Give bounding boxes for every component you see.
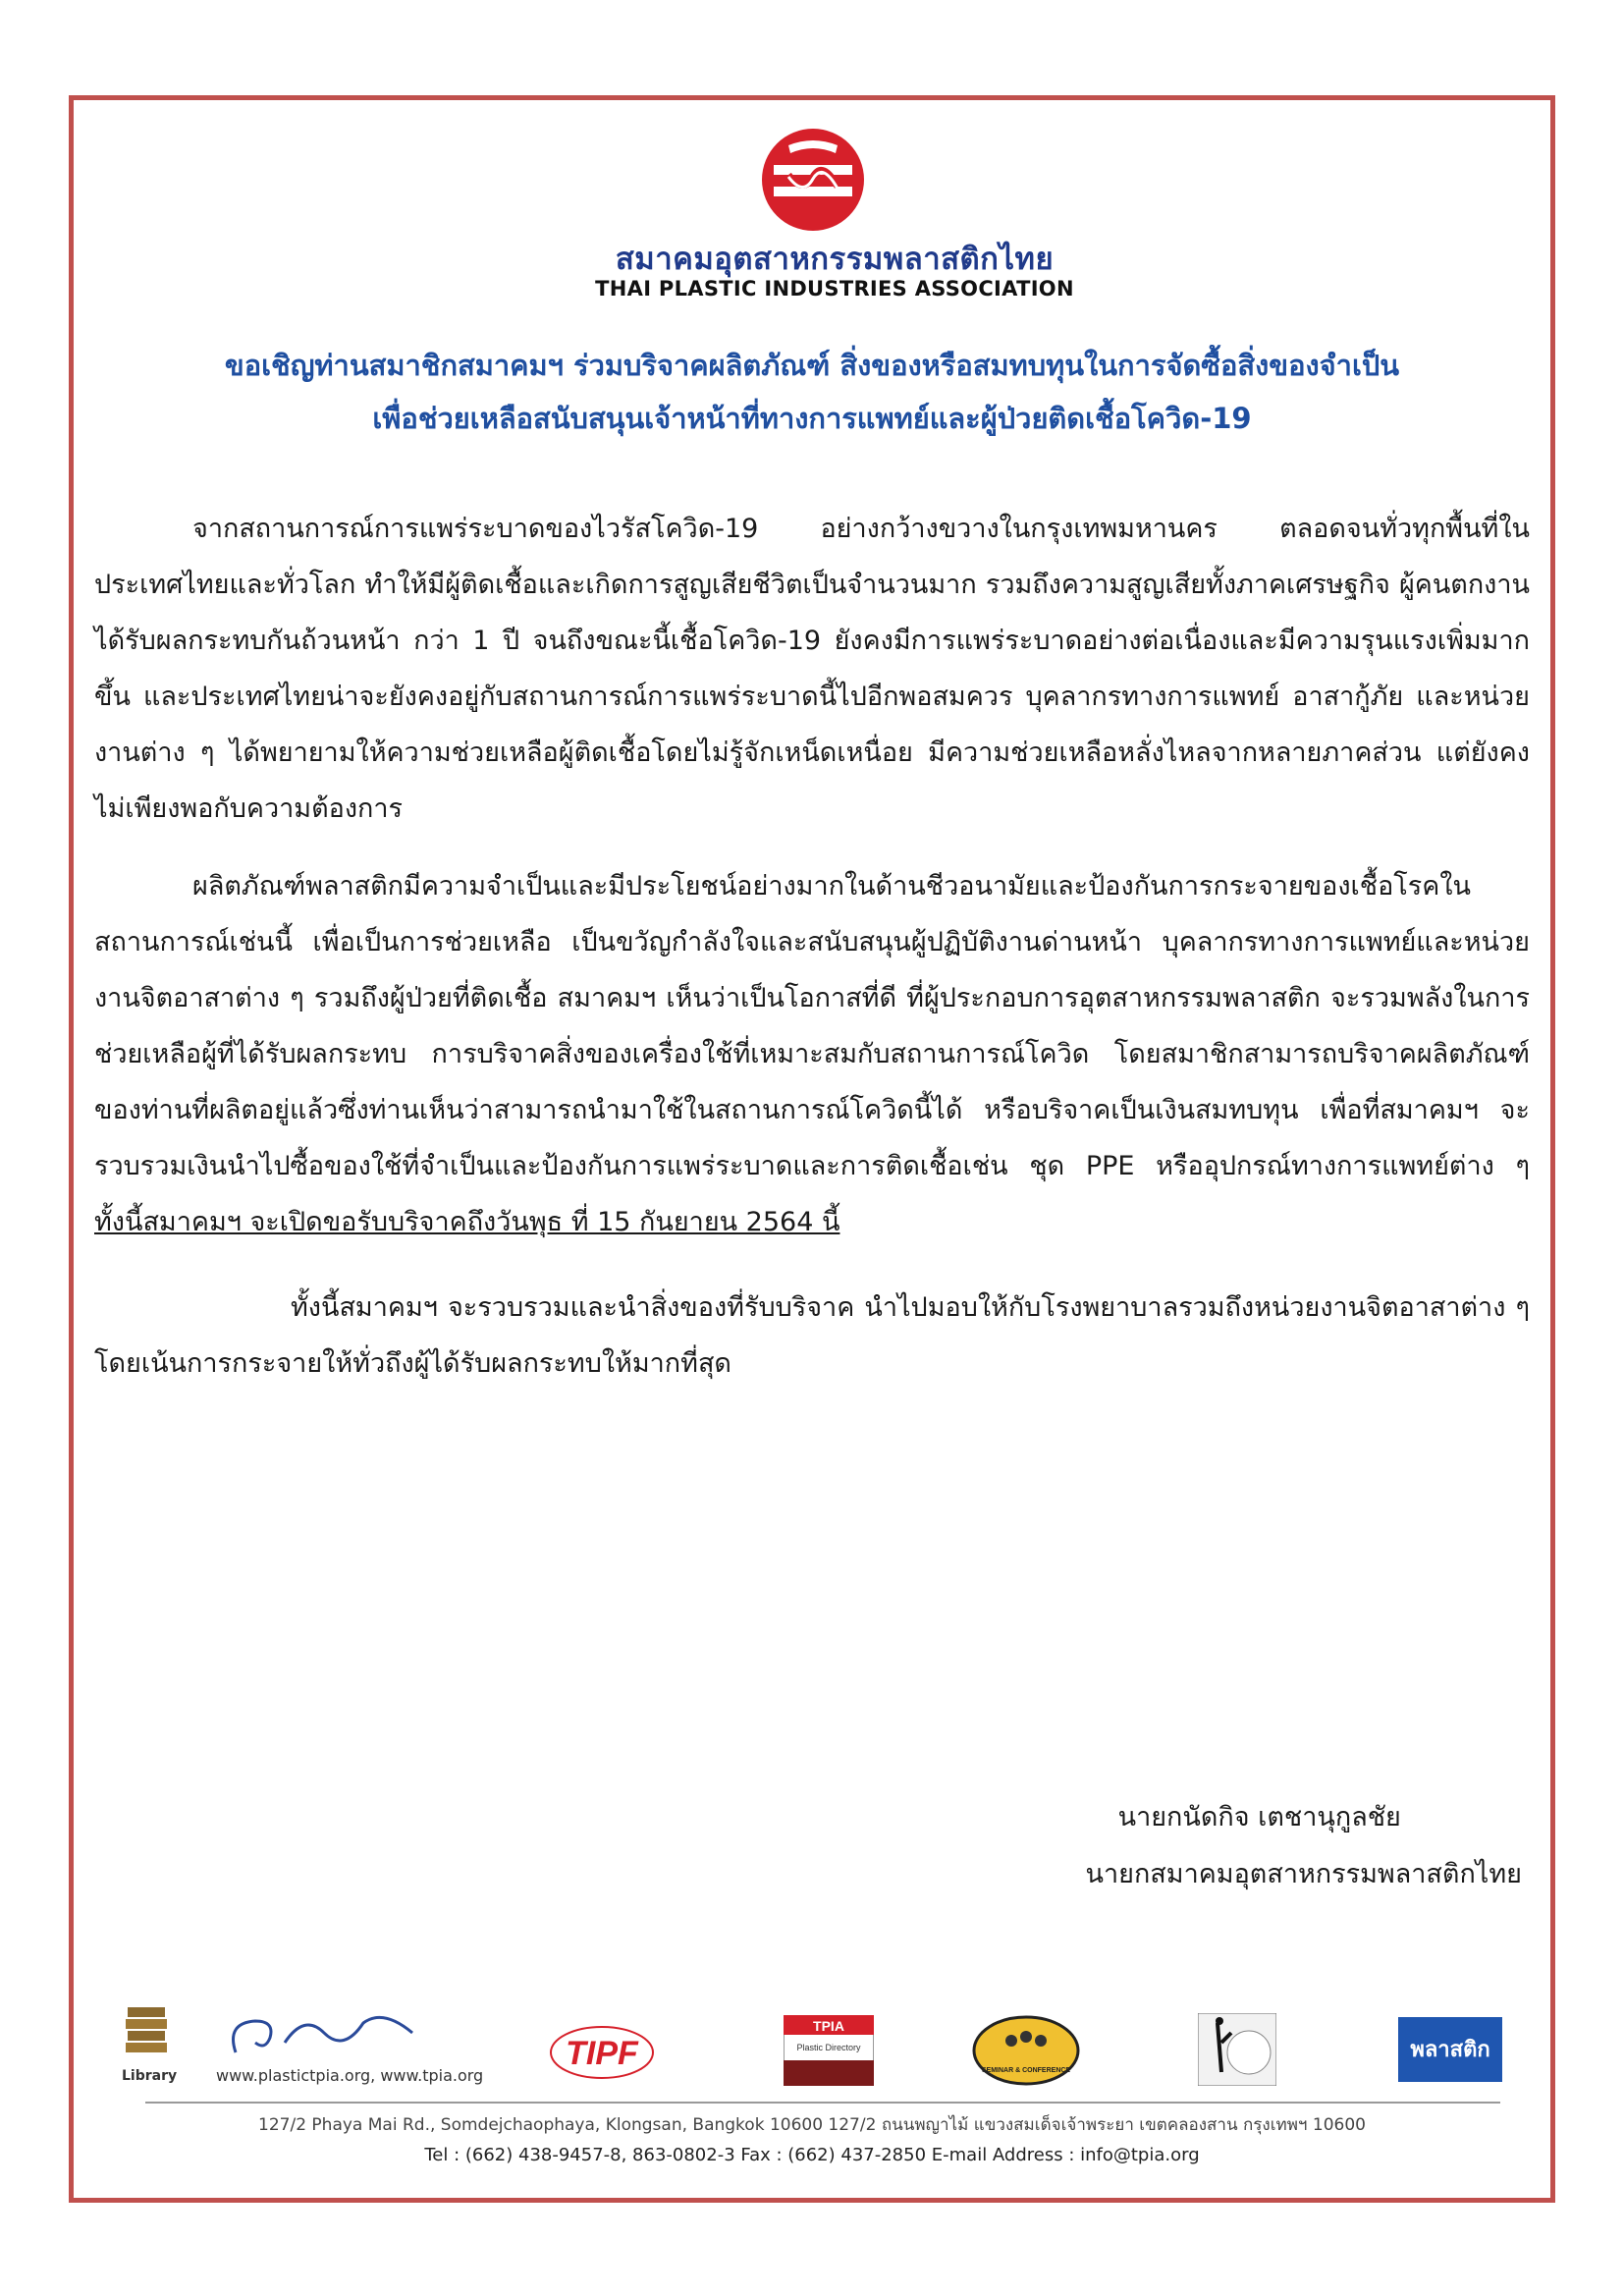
footer-logos <box>108 2003 1522 2102</box>
websites-text: www.plastictpia.org, www.tpia.org <box>216 2066 484 2085</box>
plastic-th-text: พลาสติก <box>1410 2038 1490 2062</box>
golf-logo <box>1198 2013 1276 2090</box>
directory-text: Plastic Directory <box>796 2043 861 2052</box>
footer-address: 127/2 Phaya Mai Rd., Somdejchaophaya, Klongsan, Bangkok 10600 127/2 ถนนพญาไม้ แขวงสมเด็จเจ้าพระยา เขตคลองสาน กรุงเทพฯ 10600 <box>258 2115 1366 2135</box>
document-title <box>88 339 1536 445</box>
directory-icon <box>784 2015 874 2086</box>
plastic-magazine-icon <box>1398 2017 1502 2082</box>
tpia-text: TPIA <box>813 2018 844 2034</box>
golf-icon <box>1198 2013 1276 2086</box>
seminar-logo <box>972 2015 1080 2090</box>
footer-contact: Tel : (662) 438-9457-8, 863-0802-3 Fax : (662) 437-2850 E-mail Address : info@tpia.org <box>424 2145 1200 2165</box>
org-name-th: สมาคมอุตสาหกรรมพลาสติกไทย <box>615 242 1055 277</box>
tipf-text: TIPF <box>566 2035 638 2072</box>
library-label: Library <box>122 2068 178 2084</box>
website-logo <box>216 2003 483 2085</box>
paragraph-2-text: ผลิตภัณฑ์พลาสติกมีความจำเป็นและมีประโยชน์อย่างมากในด้านชีวอนามัยและป้องกันการกระจายของเชื้อโรคในสถานการณ์เช่นนี้ เพื่อเป็นการช่วยเหลือ เป็นขวัญกำลังใจและสนับสนุนผู้ปฏิบัติงานด่านหน้า บุคลากรทางการแพทย์และหน่วยงานจิตอาสาต่าง ๆ รวมถึงผู้ป่วยที่ติดเชื้อ สมาคมฯ เห็นว่าเป็นโอกาสที่ดี ที่ผู้ประกอบการอุตสาหกรรมพลาสติก จะรวมพลังในการช่วยเหลือผู้ที่ได้รับผลกระทบ การบริจาคสิ่งของเครื่องใช้ที่เหมาะสมกับสถานการณ์โควิด โดยสมาชิกสามารถบริจาคผลิตภัณฑ์ของท่านที่ผลิตอยู่แล้วซึ่งท่านเห็นว่าสามารถนำมาใช้ในสถานการณ์โควิดนี้ได้ หรือบริจาคเป็นเงินสมทบทุน เพื่อที่สมาคมฯ จะรวบรวมเงินนำไปซื้อของใช้ที่จำเป็นและป้องกันการแพร่ระบาดและการติดเชื้อเช่น ชุด PPE หรืออุปกรณ์ทางการแพทย์ต่าง ๆ <box>94 871 1530 1181</box>
signer-position: นายกสมาคมอุตสาหกรรมพลาสติกไทย <box>1085 1859 1522 1889</box>
books-icon <box>122 2003 171 2064</box>
seminar-text: SEMINAR & CONFERENCE <box>981 2067 1071 2074</box>
document-body <box>94 501 1530 1392</box>
tipf-icon <box>548 2023 656 2082</box>
paragraph-3: ทั้งนี้สมาคมฯ จะรวบรวมและนำสิ่งของที่รับบริจาค นำไปมอบให้กับโรงพยาบาลรวมถึงหน่วยงานจิตอาสาต่าง ๆ โดยเน้นการกระจายให้ทั่วถึงผู้ได้รับผลกระทบให้มากที่สุด <box>94 1292 1530 1379</box>
title-line-2: เพื่อช่วยเหลือสนับสนุนเจ้าหน้าที่ทางการแพทย์และผู้ป่วยติดเชื้อโควิด-19 <box>372 402 1252 435</box>
library-logo <box>122 2003 177 2084</box>
org-name-en: THAI PLASTIC INDUSTRIES ASSOCIATION <box>595 277 1074 301</box>
tipf-logo <box>548 2023 656 2086</box>
plastic-magazine-logo <box>1398 2017 1502 2086</box>
seminar-icon <box>972 2015 1080 2086</box>
footer-divider <box>145 2102 1500 2104</box>
wave-icon <box>216 2003 442 2062</box>
tpia-logo-icon <box>759 126 867 234</box>
deadline-underlined: ทั้งนี้สมาคมฯ จะเปิดขอรับบริจาคถึงวันพุธ ที่ 15 กันยายน 2564 นี้ <box>94 1207 840 1237</box>
paragraph-2 <box>94 858 1530 1250</box>
tpia-directory-logo <box>784 2015 874 2090</box>
signature-block <box>1086 1789 1523 1903</box>
signer-name: นายกนัดกิจ เตชานุกูลชัย <box>1117 1802 1401 1832</box>
title-line-1: ขอเชิญท่านสมาชิกสมาคมฯ ร่วมบริจาคผลิตภัณฑ์ สิ่งของหรือสมทบทุนในการจัดซื้อสิ่งของจำเป็น <box>224 349 1400 382</box>
paragraph-1: จากสถานการณ์การแพร่ระบาดของไวรัสโควิด-19 อย่างกว้างขวางในกรุงเทพมหานคร ตลอดจนทั่วทุกพื้นที่ในประเทศไทยและทั่วโลก ทำให้มีผู้ติดเชื้อและเกิดการสูญเสียชีวิตเป็นจำนวนมาก รวมถึงความสูญเสียทั้งภาคเศรษฐกิจ ผู้คนตกงานได้รับผลกระทบกันถ้วนหน้า กว่า 1 ปี จนถึงขณะนี้เชื้อโควิด-19 ยังคงมีการแพร่ระบาดอย่างต่อเนื่องและมีความรุนแรงเพิ่มมากขึ้น และประเทศไทยน่าจะยังคงอยู่กับสถานการณ์การแพร่ระบาดนี้ไปอีกพอสมควร บุคลากรทางการแพทย์ อาสากู้ภัย และหน่วยงานต่าง ๆ ได้พยายามให้ความช่วยเหลือผู้ติดเชื้อโดยไม่รู้จักเหน็ดเหนื่อย มีความช่วยเหลือหลั่งไหลจากหลายภาคส่วน แต่ยังคงไม่เพียงพอกับความต้องการ <box>94 514 1530 824</box>
